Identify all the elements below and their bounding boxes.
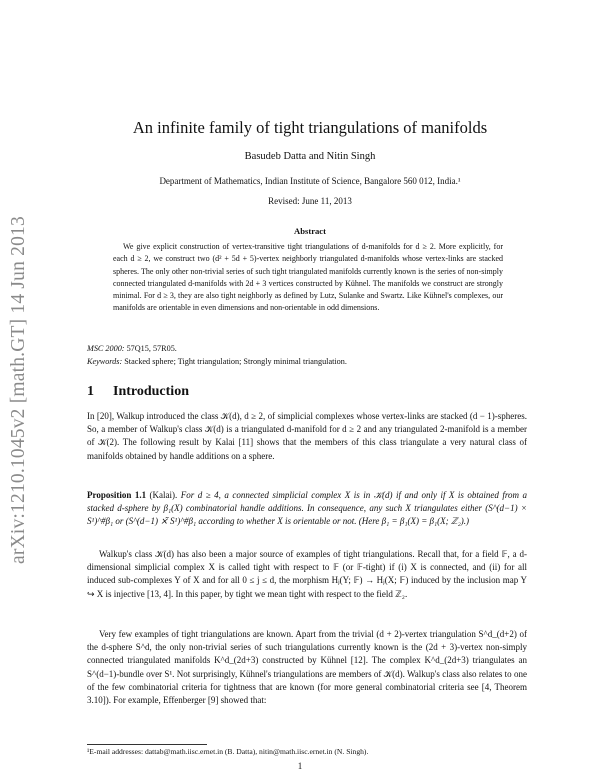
msc-value: 57Q15, 57R05. [124,344,177,353]
author-affiliation: Department of Mathematics, Indian Institute of Science, Bangalore 560 012, India.¹ [159,176,461,186]
page-number: 1 [297,761,303,771]
paper-authors: Basudeb Datta and Nitin Singh [244,151,376,162]
section-number: 1 [87,384,94,399]
arxiv-stamp-text: arXiv:1210.1045v2 [math.GT] 14 Jun 2013 [8,216,29,564]
section-heading [87,384,189,400]
msc-line [87,343,527,356]
proposition-block [87,489,527,529]
revision-date: Revised: June 11, 2013 [268,196,352,206]
proposition-text: For d ≥ 4, a connected simplicial complex X is in 𝒦(d) if and only if X is obtained from a stacked d-sphere by β₁(X) combinatorial handle additions. In consequence, any such X triangulates either (S^(d−1) × S¹)^#β₁ or (S^(d−1) ⨯̃ S¹)^#β₁ according to whether X is orientable or not. (Here β₁ = β₁(X) = β₁(X; ℤ₂).) [87,490,528,527]
arxiv-stamp [4,180,34,600]
intro-paragraph-3: Very few examples of tight triangulations are known. Apart from the trivial (d + 2)-vertex triangulation S^d_(d+2) of the d-sphere S^d, the only non-trivial series of such triangulations currently known is the (2d + 3)-vertex non-simply connected triangulated manifolds K^d_(2d+3) constructed by Kühnel [12]. The complex K^d_(2d+3) triangulates an S^(d−1)-bundle over S¹. Not surprisingly, Kühnel's triangulations are members of 𝒦(d). Walkup's class also relates to one of the few combinatorial criteria for tightness that are known (for more general combinatorial criteria see [4, Theorem 3.10]). For example, Effenberger [9] showed that: [87,629,527,706]
intro-paragraph-1: In [20], Walkup introduced the class 𝒦(d), d ≥ 2, of simplicial complexes whose vertex-links are stacked (d − 1)-spheres. So, a member of Walkup's class 𝒦(d) is a triangulated d-manifold for d ≥ 2 and any triangulated 2-manifold is a member of 𝒦(2). The following result by Kalai [11] shows that the members of this class triangulate a very natural class of manifolds obtained by handle additions on a sphere. [87,411,527,461]
abstract-text: We give explicit construction of vertex-transitive tight triangulations of d-manifolds for d ≥ 2. More explicitly, for each d ≥ 2, we construct two (d² + 5d + 5)-vertex neighborly triangulated d-manifolds whose vertex-links are stacked spheres. The only other non-trivial series of such tight triangulated manifolds currently known is the series of non-simply connected triangulated d-manifolds with 2d + 3 vertices constructed by Kühnel. The manifolds we construct are strongly minimal. For d ≥ 3, they are also tight neighborly as defined by Lutz, Sulanke and Swartz. Like Kühnel's complexes, our manifolds are orientable in even dimensions and non-orientable in odd dimensions. [113,242,503,313]
keywords-label: Keywords: [87,356,123,366]
abstract-heading: Abstract [294,226,326,236]
intro-paragraph-2: Walkup's class 𝒦(d) has also been a major source of examples of tight triangulations. Recall that, for a field 𝔽, a d-dimensional simplicial complex X is called tight with respect to 𝔽 (or 𝔽-tight) if (i) X is connected, and (ii) for all induced sub-complexes Y of X and for all 0 ≤ j ≤ d, the morphism Hⱼ(Y; 𝔽) → Hⱼ(X; 𝔽) induced by the inclusion map Y ↪ X is injective [13, 4]. In this paper, by tight we mean tight with respect to the field ℤ₂. [87,549,527,599]
msc-keywords [87,343,527,368]
keywords-line [87,356,527,369]
msc-label: MSC 2000: [87,344,125,353]
footnote-rule [87,744,207,745]
keywords-value: Stacked sphere; Tight triangulation; Strongly minimal triangulation. [122,356,347,366]
proposition-label: Proposition 1.1 [87,490,147,500]
footnote: ¹E-mail addresses: dattab@math.iisc.ernet.in (B. Datta), nitin@math.iisc.ernet.in (N. Singh). [87,747,369,756]
paper-title: An infinite family of tight triangulations of manifolds [132,118,488,137]
section-title: Introduction [113,384,189,399]
proposition-attribution: (Kalai). [146,490,178,500]
